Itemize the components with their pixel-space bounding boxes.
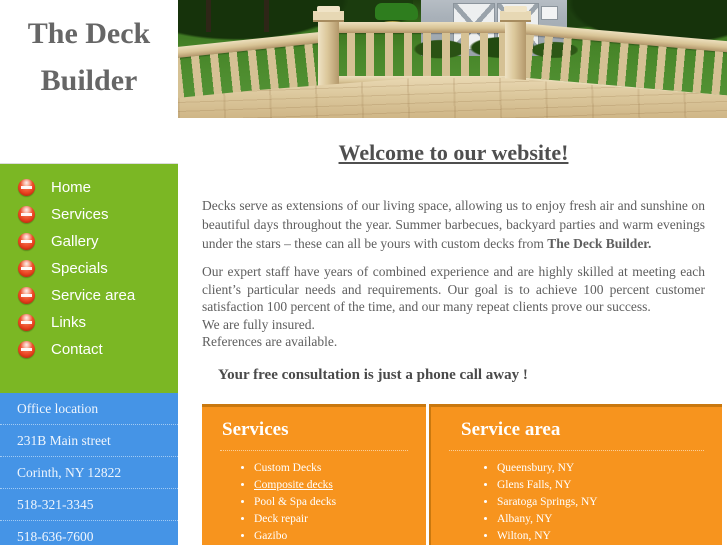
office-street: 231B Main street [0, 425, 178, 457]
office-location-title: Office location [0, 393, 178, 425]
sidebar-item-label: Home [51, 179, 92, 196]
red-sphere-bullet-icon [18, 287, 35, 304]
area-link-glens-falls[interactable]: • Glens Falls, NY [497, 479, 722, 491]
intro-text: Decks serve as extensions of our living space, allowing us to enjoy fresh air and sunshine on beautiful days throughout the year. Summer barbecues, backyard parties and warm evenings under the stars – these can all be yours with custom decks from [202, 198, 705, 251]
site-logo-line2: Builder [40, 64, 138, 97]
brand-name-bold: The Deck Builder. [547, 236, 652, 251]
info-boxes [202, 404, 727, 545]
red-sphere-bullet-icon [18, 341, 35, 358]
tree-trunk [264, 0, 269, 32]
area-link-saratoga-springs[interactable]: • Saratoga Springs, NY [497, 496, 722, 508]
sidebar-item-service-area[interactable] [0, 282, 178, 309]
staff-paragraph: Our expert staff have years of combined experience and are highly skilled at meeting each client’s particular needs and requirements. Our goal is to achieve 100 percent customer satisfaction 100 percent of the time, and our many repeat clients prove our success. [202, 264, 705, 314]
sidebar-item-label: Links [51, 314, 87, 331]
service-link-custom-decks[interactable]: • Custom Decks [254, 462, 426, 474]
sidebar-item-contact[interactable] [0, 336, 178, 363]
services-box-title: Services [222, 418, 289, 440]
red-sphere-bullet-icon [18, 260, 35, 277]
header-photo-deck [178, 0, 727, 118]
sidebar-item-services[interactable] [0, 201, 178, 228]
deck-railing-center [328, 22, 510, 86]
sidebar-item-label: Contact [51, 341, 103, 358]
lawn-mower [375, 3, 418, 20]
shed-window [541, 6, 558, 20]
service-link-composite-decks[interactable]: • Composite decks [254, 479, 426, 491]
references-line: References are available. [202, 334, 338, 349]
intro-paragraph [202, 196, 705, 253]
office-phone-2: 518-636-7600 [0, 521, 178, 545]
red-sphere-bullet-icon [18, 233, 35, 250]
sidebar-item-specials[interactable] [0, 255, 178, 282]
office-city-state-zip: Corinth, NY 12822 [0, 457, 178, 489]
main-area [178, 0, 727, 545]
page-title: Welcome to our website! [338, 140, 569, 165]
divider [449, 450, 704, 451]
divider [220, 450, 408, 451]
area-link-wilton[interactable]: • Wilton, NY [497, 530, 722, 542]
sidebar-item-home[interactable] [0, 174, 178, 201]
service-area-box [429, 404, 722, 545]
red-sphere-bullet-icon [18, 179, 35, 196]
red-sphere-bullet-icon [18, 314, 35, 331]
sidebar-item-links[interactable] [0, 309, 178, 336]
services-box [202, 404, 426, 545]
service-area-list [431, 462, 722, 542]
main-content [178, 140, 727, 384]
area-link-queensbury[interactable]: • Queensbury, NY [497, 462, 722, 474]
sidebar-item-gallery[interactable] [0, 228, 178, 255]
insured-line: We are fully insured. [202, 316, 315, 332]
service-link-pool-spa-decks[interactable]: • Pool & Spa decks [254, 496, 426, 508]
red-sphere-bullet-icon [18, 206, 35, 223]
consultation-callout: Your free consultation is just a phone call away ! [218, 366, 528, 383]
office-phone-1: 518-321-3345 [0, 489, 178, 521]
sidebar-nav [0, 164, 178, 393]
sidebar-item-label: Specials [51, 260, 108, 277]
service-link-gazibo[interactable]: • Gazibo [254, 530, 426, 542]
left-column [0, 0, 178, 545]
area-link-albany[interactable]: • Albany, NY [497, 513, 722, 525]
service-area-box-title: Service area [461, 418, 561, 440]
sidebar-item-label: Services [51, 206, 109, 223]
service-link-deck-repair[interactable]: • Deck repair [254, 513, 426, 525]
site-logo-line1: The Deck [27, 17, 151, 50]
office-location-panel [0, 393, 178, 545]
services-list [202, 462, 426, 542]
site-logo [0, 0, 178, 164]
sidebar-item-label: Gallery [51, 233, 99, 250]
sidebar-item-label: Service area [51, 287, 136, 304]
tree-trunk [206, 0, 211, 32]
